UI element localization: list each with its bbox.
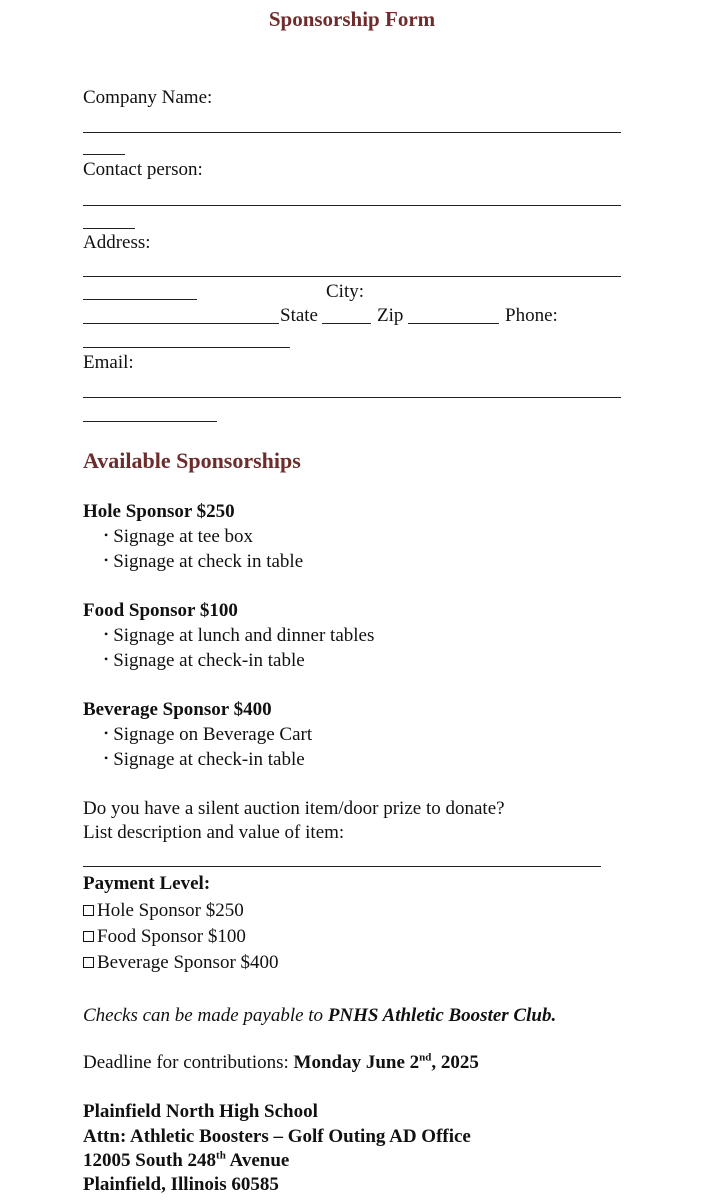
- city-label: City:: [326, 281, 365, 302]
- contact-person-line-2[interactable]: [83, 228, 135, 229]
- street-line: 12005 South 248th Avenue: [83, 1149, 290, 1171]
- checkbox-icon[interactable]: [83, 957, 94, 968]
- sponsorships-heading: Available Sponsorships: [83, 448, 301, 473]
- bullet-icon: •: [104, 627, 109, 641]
- auction-question: Do you have a silent auction item/door prize to donate?: [83, 798, 505, 819]
- sponsor-title: Hole Sponsor $250: [83, 501, 235, 522]
- phone-label: Phone:: [505, 305, 558, 326]
- attn-line: Attn: Athletic Boosters – Golf Outing AD Office: [83, 1126, 471, 1147]
- payment-option[interactable]: Hole Sponsor $250: [83, 900, 244, 922]
- payee-name: PNHS Athletic Booster Club.: [327, 1005, 557, 1026]
- bullet-icon: •: [104, 528, 109, 542]
- contact-person-label: Contact person:: [83, 159, 203, 180]
- email-label: Email:: [83, 352, 134, 373]
- state-label: State: [280, 305, 318, 326]
- sponsor-benefit: • Signage at lunch and dinner tables: [104, 625, 375, 646]
- bullet-icon: •: [104, 726, 109, 740]
- sponsor-title: Beverage Sponsor $400: [83, 699, 272, 720]
- auction-item-line[interactable]: [83, 866, 601, 867]
- city-line[interactable]: [83, 323, 279, 324]
- deadline-date: Monday June 2nd, 2025: [293, 1051, 479, 1073]
- city-state-zip-line: Plainfield, Illinois 60585: [83, 1174, 279, 1195]
- payment-option[interactable]: Food Sponsor $100: [83, 926, 246, 948]
- sponsor-benefit: • Signage at check-in table: [104, 650, 305, 671]
- deadline-line: Deadline for contributions: Monday June 2nd, 2025: [83, 1051, 479, 1073]
- company-name-line-2[interactable]: [83, 154, 125, 155]
- payment-heading: Payment Level:: [83, 873, 211, 894]
- zip-line[interactable]: [408, 323, 499, 324]
- address-line-2[interactable]: [83, 299, 197, 300]
- address-line-1[interactable]: [83, 276, 621, 277]
- sponsor-benefit: • Signage at tee box: [104, 526, 254, 547]
- bullet-icon: •: [104, 553, 109, 567]
- sponsor-title: Food Sponsor $100: [83, 600, 238, 621]
- auction-prompt: List description and value of item:: [83, 822, 345, 843]
- company-name-label: Company Name:: [83, 87, 213, 108]
- bullet-icon: •: [104, 751, 109, 765]
- sponsor-benefit: • Signage at check in table: [104, 551, 304, 572]
- school-name: Plainfield North High School: [83, 1101, 318, 1122]
- zip-label: Zip: [377, 305, 404, 326]
- email-line-2[interactable]: [83, 421, 217, 422]
- email-line-1[interactable]: [83, 397, 621, 398]
- company-name-line-1[interactable]: [83, 132, 621, 133]
- bullet-icon: •: [104, 652, 109, 666]
- sponsor-benefit: • Signage on Beverage Cart: [104, 724, 313, 745]
- checkbox-icon[interactable]: [83, 931, 94, 942]
- payment-option[interactable]: Beverage Sponsor $400: [83, 952, 279, 974]
- form-title: Sponsorship Form: [268, 7, 436, 31]
- checks-payable-note: Checks can be made payable to PNHS Athletic Booster Club.: [83, 1005, 557, 1026]
- checkbox-icon[interactable]: [83, 905, 94, 916]
- phone-line[interactable]: [83, 347, 290, 348]
- address-label: Address:: [83, 232, 151, 253]
- contact-person-line-1[interactable]: [83, 205, 621, 206]
- sponsor-benefit: • Signage at check-in table: [104, 749, 305, 770]
- state-line[interactable]: [322, 323, 371, 324]
